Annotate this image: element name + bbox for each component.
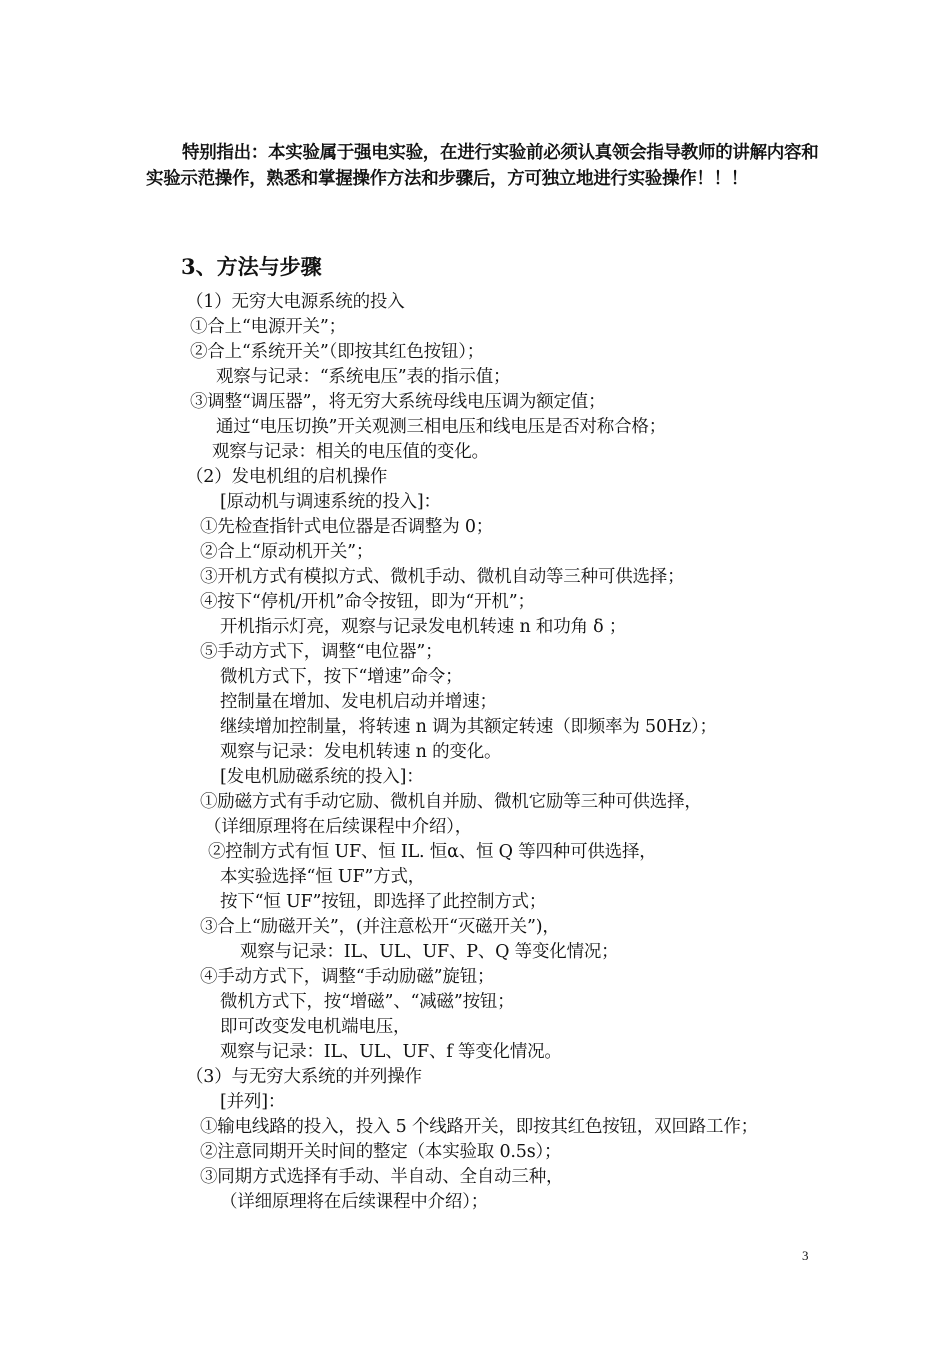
step-line: ③合上“励磁开关”，(并注意松开“灭磁开关”)， bbox=[200, 917, 560, 937]
step-line: ①合上“电源开关”； bbox=[190, 317, 346, 337]
step-line: （详细原理将在后续课程中介绍）； bbox=[220, 1192, 489, 1212]
step-line: 观察与记录：发电机转速 n 的变化。 bbox=[220, 742, 502, 762]
step-line: ②控制方式有恒 UF、恒 IL. 恒α、恒 Q 等四种可供选择， bbox=[208, 842, 657, 862]
step-line: （3）与无穷大系统的并列操作 bbox=[186, 1067, 422, 1087]
step-line: [发电机励磁系统的投入]： bbox=[220, 767, 424, 787]
step-line: 开机指示灯亮，观察与记录发电机转速 n 和功角 δ ； bbox=[220, 617, 627, 637]
step-line: 观察与记录：IL、UL、UF、f 等变化情况。 bbox=[220, 1042, 562, 1062]
step-line: ④手动方式下，调整“手动励磁”旋钮； bbox=[200, 967, 495, 987]
step-line: 按下“恒 UF”按钮，即选择了此控制方式； bbox=[220, 892, 547, 912]
step-line: （2）发电机组的启机操作 bbox=[186, 467, 388, 487]
step-line: ④按下“停机/开机”命令按钮，即为“开机”； bbox=[200, 592, 535, 612]
step-line: ③开机方式有模拟方式、微机手动、微机自动等三种可供选择； bbox=[200, 567, 685, 587]
step-line: ⑤手动方式下，调整“电位器”； bbox=[200, 642, 443, 662]
step-line: （详细原理将在后续课程中介绍）， bbox=[204, 817, 473, 837]
step-line: 观察与记录：IL、UL、UF、P、Q 等变化情况； bbox=[240, 942, 619, 962]
step-line: [原动机与调速系统的投入]： bbox=[220, 492, 441, 512]
step-line: 即可改变发电机端电压， bbox=[220, 1017, 411, 1037]
step-line: ②注意同期开关时间的整定（本实验取 0.5s）； bbox=[200, 1142, 562, 1162]
step-line: 观察与记录：“系统电压”表的指示值； bbox=[216, 367, 511, 387]
safety-notice: 特别指出：本实验属于强电实验，在进行实验前必须认真领会指导教师的讲解内容和实验示范操作，熟悉和掌握操作方法和步骤后，方可独立地进行实验操作！！！ bbox=[146, 143, 819, 189]
step-line: 控制量在增加、发电机启动并增速； bbox=[220, 692, 497, 712]
step-line: ③同期方式选择有手动、半自动、全自动三种， bbox=[200, 1167, 564, 1187]
section-heading: 3、方法与步骤 bbox=[181, 254, 322, 279]
step-line: ①输电线路的投入，投入 5 个线路开关，即按其红色按钮，双回路工作； bbox=[200, 1117, 758, 1137]
step-line: ③调整“调压器”，将无穷大系统母线电压调为额定值； bbox=[190, 392, 606, 412]
step-line: 本实验选择“恒 UF”方式， bbox=[220, 867, 426, 887]
step-line: （1）无穷大电源系统的投入 bbox=[186, 292, 405, 312]
step-line: 继续增加控制量，将转速 n 调为其额定转速（即频率为 50Hz）； bbox=[220, 717, 717, 737]
step-line: [并列]： bbox=[220, 1092, 286, 1112]
page-number: 3 bbox=[802, 1248, 809, 1263]
step-line: 微机方式下，按下“增速”命令； bbox=[220, 667, 463, 687]
step-line: 通过“电压切换”开关观测三相电压和线电压是否对称合格； bbox=[216, 417, 666, 437]
step-line: 微机方式下，按“增磁”、“减磁”按钮； bbox=[220, 992, 515, 1012]
step-line: ②合上“系统开关”（即按其红色按钮）； bbox=[190, 342, 485, 362]
step-line: 观察与记录：相关的电压值的变化。 bbox=[212, 442, 489, 462]
step-line: ①励磁方式有手动它励、微机自并励、微机它励等三种可供选择， bbox=[200, 792, 702, 812]
step-line: ②合上“原动机开关”； bbox=[200, 542, 374, 562]
step-line: ①先检查指针式电位器是否调整为 0； bbox=[200, 517, 494, 537]
